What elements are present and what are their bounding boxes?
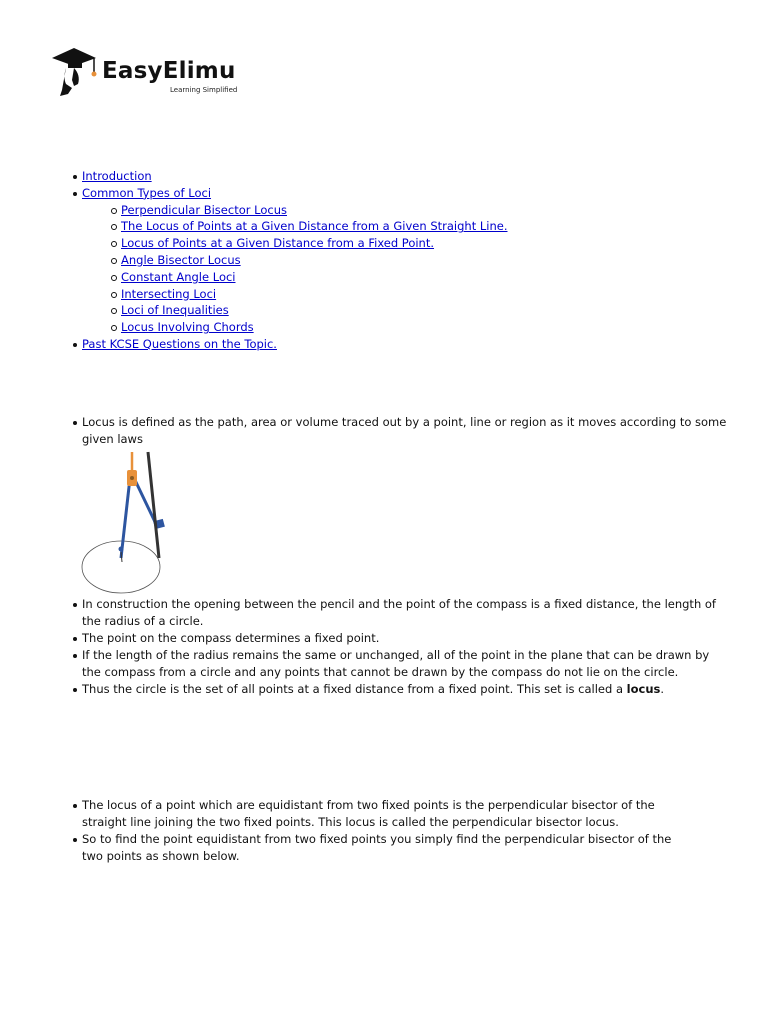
compass-illustration [80, 448, 172, 598]
bisector-points-list [82, 797, 682, 865]
toc-subitem [121, 286, 507, 303]
definition-text: Locus is defined as the path, area or volume traced out by a point, line or region as it moves according to some given laws [82, 415, 727, 446]
toc-link-angle-bisector[interactable]: Angle Bisector Locus [121, 252, 241, 267]
bisector-point: So to find the point equidistant from two fixed points you simply find the perpendicular bisector of the two points as shown below. [82, 831, 682, 865]
toc-link-constant-angle[interactable]: Constant Angle Loci [121, 269, 236, 284]
toc-subitem [121, 235, 507, 252]
locus-term: locus [626, 682, 661, 696]
toc-sublist-wrapper [82, 202, 507, 336]
locus-sentence-prefix: Thus the circle is the set of all points at a fixed distance from a fixed point. This set is called a [82, 682, 627, 696]
toc-sublist [121, 202, 507, 336]
toc-item-common-types [82, 185, 507, 202]
brand-tagline: Learning Simplified [170, 86, 238, 94]
toc-subitem [121, 202, 507, 219]
table-of-contents [82, 168, 507, 353]
compass-point: If the length of the radius remains the same or unchanged, all of the point in the plane that can be drawn by the compass from a circle and any points that cannot be drawn by the compass do not lie on the circle. [82, 647, 728, 681]
toc-subitem [121, 218, 507, 235]
brand-name: EasyElimu [102, 58, 236, 84]
locus-sentence-suffix: . [660, 682, 665, 696]
bisector-point: The locus of a point which are equidistant from two fixed points is the perpendicular bisector of the straight line joining the two fixed points. This locus is called the perpendicular bisector locus. [82, 797, 682, 831]
toc-link-perpendicular-bisector[interactable]: Perpendicular Bisector Locus [121, 202, 287, 217]
graduation-cap-icon [50, 44, 106, 100]
toc-link-distance-from-line[interactable]: The Locus of Points at a Given Distance from a Given Straight Line. [121, 219, 508, 234]
toc-link-introduction[interactable]: Introduction [82, 169, 152, 183]
toc-item-past-kcse [82, 336, 507, 353]
toc-link-past-kcse[interactable]: Past KCSE Questions on the Topic. [82, 336, 277, 351]
toc-item-introduction [82, 168, 507, 185]
compass-points-list [82, 596, 728, 698]
toc-link-chords[interactable]: Locus Involving Chords [121, 320, 254, 335]
compass-point: In construction the opening between the pencil and the point of the compass is a fixed distance, the length of the radius of a circle. [82, 596, 728, 630]
pencil-icon [148, 452, 159, 558]
toc-subitem [121, 269, 507, 286]
toc-subitem [121, 319, 507, 336]
toc-link-distance-from-point[interactable]: Locus of Points at a Given Distance from a Fixed Point. [121, 236, 435, 251]
toc-link-inequalities[interactable]: Loci of Inequalities [121, 303, 229, 318]
site-logo[interactable] [50, 44, 250, 100]
compass-point: The point on the compass determines a fixed point. [82, 630, 728, 647]
toc-link-common-types[interactable]: Common Types of Loci [82, 185, 212, 200]
toc-link-intersecting-loci[interactable]: Intersecting Loci [121, 286, 217, 301]
toc-subitem [121, 302, 507, 319]
intro-list [82, 414, 728, 448]
compass-needle-leg [121, 478, 130, 558]
locus-sentence [82, 681, 728, 698]
toc-subitem [121, 252, 507, 269]
